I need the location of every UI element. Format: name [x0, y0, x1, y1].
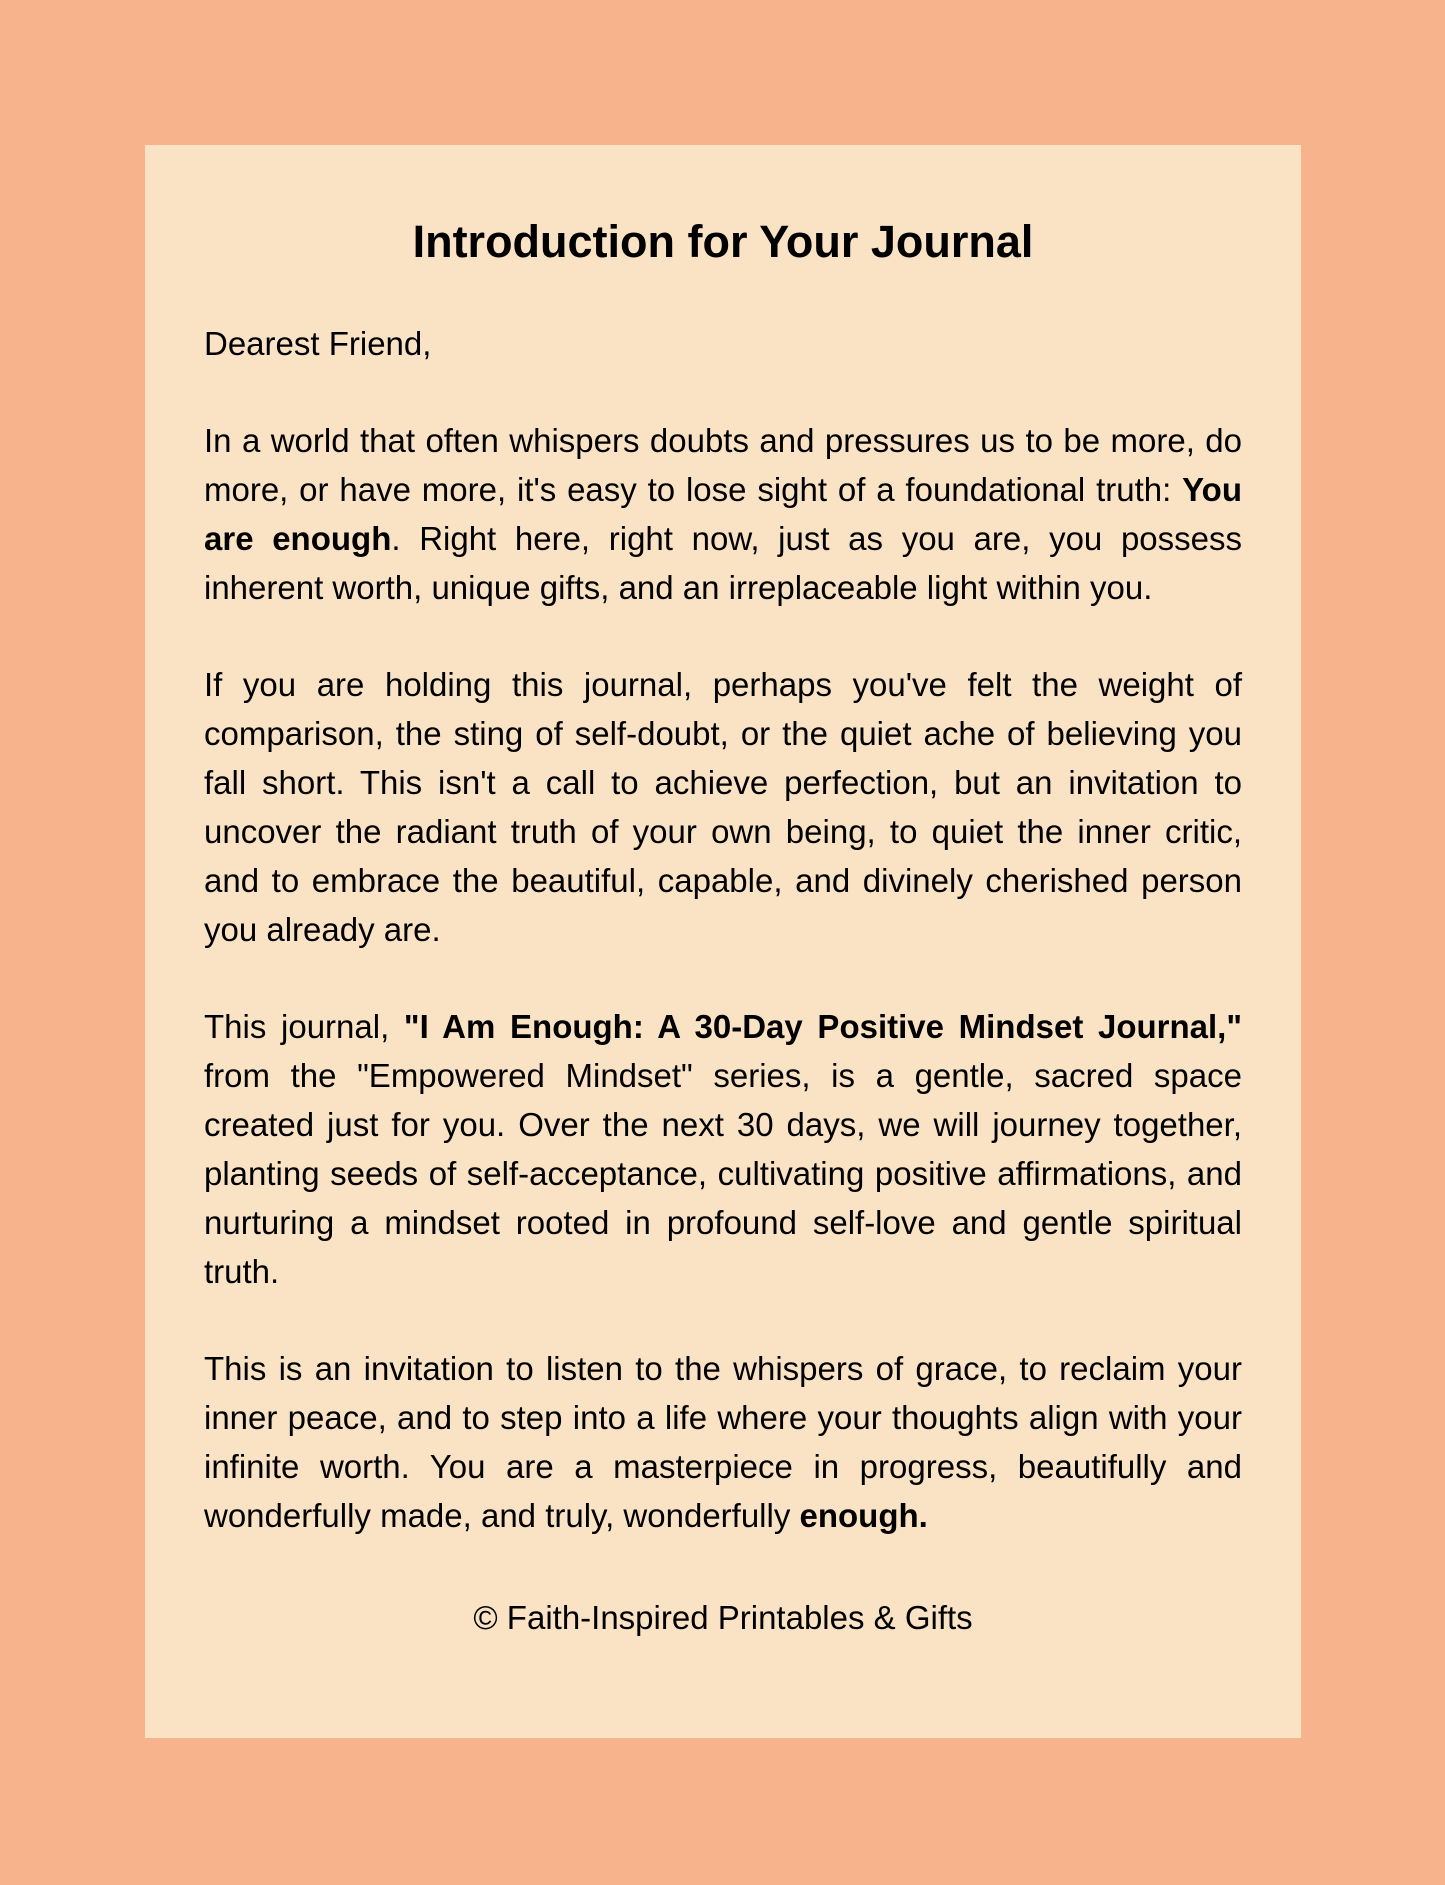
paragraph-3-journal-title: "I Am Enough: A 30-Day Positive Mindset Journal," [403, 1008, 1242, 1045]
copyright-footer: © Faith-Inspired Printables & Gifts [473, 1599, 973, 1636]
page-title: Introduction for Your Journal [412, 216, 1034, 267]
journal-intro-card [145, 145, 1301, 1738]
paragraph-4-text-start: This is an invitation to listen to the whispers of grace, to reclaim your inner peace, and to step into a life where your thoughts align with your infinite worth. You are a masterpiece in progress, beautifully and wonderfully made, and truly, wonderfully [204, 1350, 1242, 1534]
paragraph-4 [204, 1344, 1242, 1540]
paragraph-3-text-end: from the "Empowered Mindset" series, is a gentle, sacred space created just for you. Over the next 30 days, we will journey together, planting seeds of self-acceptance, cultivating positive affirmations, and nurturing a mindset rooted in profound self-love and gentle spiritual truth. [204, 1057, 1242, 1290]
paragraph-1-emphasis: You are enough [204, 471, 1242, 557]
paragraph-3-text-start: This journal, [204, 1008, 404, 1045]
paragraph-1 [204, 416, 1242, 612]
paragraph-1-text-start: In a world that often whispers doubts and pressures us to be more, do more, or have more, it's easy to lose sight of a foundational truth: [204, 422, 1242, 508]
paragraph-3 [204, 1002, 1242, 1296]
paragraph-2: If you are holding this journal, perhaps you've felt the weight of comparison, the sting of self-doubt, or the quiet ache of believing you fall short. This isn't a call to achieve perfection, but an invitation to uncover the radiant truth of your own being, to quiet the inner critic, and to embrace the beautiful, capable, and divinely cherished person you already are. [204, 666, 1242, 948]
paragraph-4-emphasis: enough. [799, 1497, 928, 1534]
paragraph-1-text-end: . Right here, right now, just as you are, you possess inherent worth, unique gifts, and an irreplaceable light within you. [204, 520, 1243, 606]
greeting: Dearest Friend, [204, 325, 432, 362]
